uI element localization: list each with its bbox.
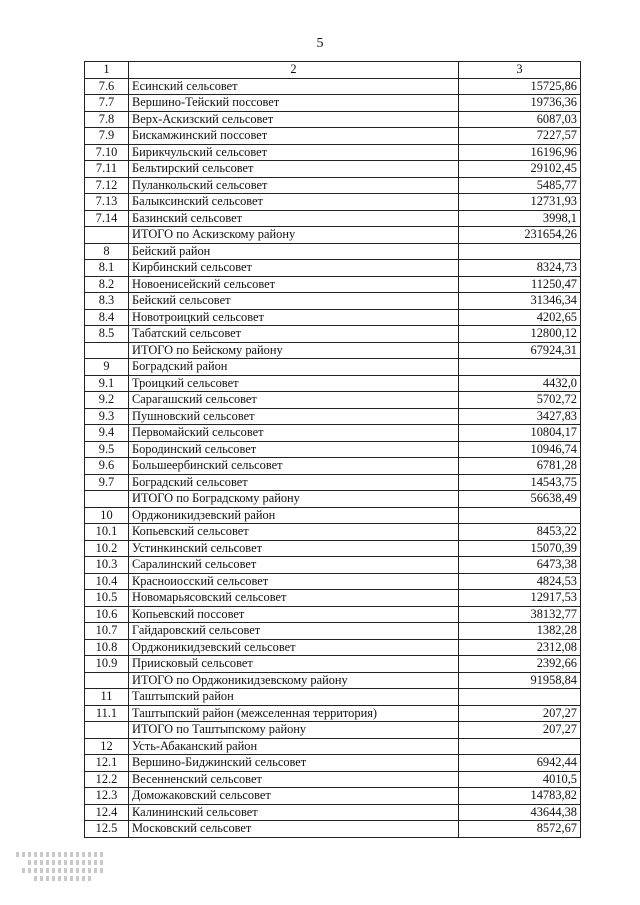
- row-value-cell: 5702,72: [459, 392, 581, 409]
- table-row: [85, 392, 581, 409]
- row-value-cell: 11250,47: [459, 276, 581, 293]
- row-name-cell: Троицкий сельсовет: [129, 375, 459, 392]
- row-name-cell: Бородинский сельсовет: [129, 441, 459, 458]
- row-value-cell: 207,27: [459, 705, 581, 722]
- row-number-cell: 10.4: [85, 573, 129, 590]
- table-row: [85, 111, 581, 128]
- row-value-cell: 19736,36: [459, 95, 581, 112]
- row-number-cell: 12: [85, 738, 129, 755]
- table-row: [85, 227, 581, 244]
- row-value-cell: 5485,77: [459, 177, 581, 194]
- table-row: [85, 293, 581, 310]
- table-row: [85, 177, 581, 194]
- table-row: [85, 128, 581, 145]
- row-value-cell: 8324,73: [459, 260, 581, 277]
- row-number-cell: 8.2: [85, 276, 129, 293]
- row-name-cell: Бейский сельсовет: [129, 293, 459, 310]
- table-row: [85, 821, 581, 838]
- row-value-cell: 15725,86: [459, 78, 581, 95]
- row-name-cell: Новомарьясовский сельсовет: [129, 590, 459, 607]
- row-value-cell: 14543,75: [459, 474, 581, 491]
- row-name-cell: Базинский сельсовет: [129, 210, 459, 227]
- row-value-cell: 6473,38: [459, 557, 581, 574]
- row-name-cell: Пушновский сельсовет: [129, 408, 459, 425]
- row-value-cell: 91958,84: [459, 672, 581, 689]
- table-row: [85, 491, 581, 508]
- row-value-cell: 3427,83: [459, 408, 581, 425]
- row-name-cell: Сарагашский сельсовет: [129, 392, 459, 409]
- row-number-cell: [85, 672, 129, 689]
- table-row: [85, 260, 581, 277]
- row-value-cell: 16196,96: [459, 144, 581, 161]
- row-value-cell: 43644,38: [459, 804, 581, 821]
- table-row: [85, 623, 581, 640]
- row-value-cell: 67924,31: [459, 342, 581, 359]
- row-name-cell: Есинский сельсовет: [129, 78, 459, 95]
- table-row: [85, 573, 581, 590]
- table-row: [85, 590, 581, 607]
- allocation-table: [84, 61, 581, 838]
- row-number-cell: 10.7: [85, 623, 129, 640]
- row-name-cell: ИТОГО по Боградскому району: [129, 491, 459, 508]
- table-row: [85, 408, 581, 425]
- row-number-cell: 9: [85, 359, 129, 376]
- row-name-cell: ИТОГО по Орджоникидзевскому району: [129, 672, 459, 689]
- row-number-cell: [85, 227, 129, 244]
- row-value-cell: 3998,1: [459, 210, 581, 227]
- row-name-cell: Боградский сельсовет: [129, 474, 459, 491]
- row-name-cell: Копьевский поссовет: [129, 606, 459, 623]
- row-value-cell: [459, 738, 581, 755]
- row-number-cell: 12.3: [85, 788, 129, 805]
- row-number-cell: 10.5: [85, 590, 129, 607]
- row-number-cell: 7.14: [85, 210, 129, 227]
- row-value-cell: [459, 689, 581, 706]
- row-value-cell: 4010,5: [459, 771, 581, 788]
- table-body: [85, 78, 581, 837]
- row-name-cell: Бискамжинский поссовет: [129, 128, 459, 145]
- table-row: [85, 326, 581, 343]
- table-row: [85, 639, 581, 656]
- row-number-cell: 9.7: [85, 474, 129, 491]
- table-row: [85, 788, 581, 805]
- row-number-cell: 8.3: [85, 293, 129, 310]
- row-name-cell: Большеербинский сельсовет: [129, 458, 459, 475]
- table-row: [85, 771, 581, 788]
- row-name-cell: Табатский сельсовет: [129, 326, 459, 343]
- row-name-cell: Бирикчульский сельсовет: [129, 144, 459, 161]
- row-name-cell: Верх-Аскизский сельсовет: [129, 111, 459, 128]
- row-name-cell: Таштыпский район: [129, 689, 459, 706]
- row-number-cell: 12.5: [85, 821, 129, 838]
- table-row: [85, 540, 581, 557]
- row-name-cell: Весенненский сельсовет: [129, 771, 459, 788]
- row-value-cell: 1382,28: [459, 623, 581, 640]
- row-value-cell: 2312,08: [459, 639, 581, 656]
- table-row: [85, 78, 581, 95]
- table-row: [85, 524, 581, 541]
- table-header-row: [85, 62, 581, 79]
- row-number-cell: 7.12: [85, 177, 129, 194]
- column-header-name: 2: [129, 62, 459, 79]
- row-value-cell: 12917,53: [459, 590, 581, 607]
- table-row: [85, 95, 581, 112]
- row-number-cell: [85, 722, 129, 739]
- row-value-cell: 31346,34: [459, 293, 581, 310]
- row-name-cell: Красноиосский сельсовет: [129, 573, 459, 590]
- table-row: [85, 243, 581, 260]
- row-value-cell: 8572,67: [459, 821, 581, 838]
- row-number-cell: 12.4: [85, 804, 129, 821]
- row-name-cell: Кирбинский сельсовет: [129, 260, 459, 277]
- table-row: [85, 210, 581, 227]
- table-row: [85, 375, 581, 392]
- row-value-cell: [459, 507, 581, 524]
- row-number-cell: 8.4: [85, 309, 129, 326]
- row-name-cell: Доможаковский сельсовет: [129, 788, 459, 805]
- row-value-cell: 4432,0: [459, 375, 581, 392]
- row-number-cell: 7.7: [85, 95, 129, 112]
- row-value-cell: 207,27: [459, 722, 581, 739]
- row-number-cell: 11: [85, 689, 129, 706]
- row-name-cell: Приисковый сельсовет: [129, 656, 459, 673]
- table-row: [85, 656, 581, 673]
- row-number-cell: 7.11: [85, 161, 129, 178]
- row-number-cell: 9.2: [85, 392, 129, 409]
- table-row: [85, 755, 581, 772]
- row-value-cell: 8453,22: [459, 524, 581, 541]
- row-value-cell: 10946,74: [459, 441, 581, 458]
- row-number-cell: 9.6: [85, 458, 129, 475]
- row-name-cell: Новотроицкий сельсовет: [129, 309, 459, 326]
- row-number-cell: 7.6: [85, 78, 129, 95]
- row-name-cell: Балыксинский сельсовет: [129, 194, 459, 211]
- row-number-cell: 8.5: [85, 326, 129, 343]
- table-row: [85, 194, 581, 211]
- row-name-cell: Пуланкольский сельсовет: [129, 177, 459, 194]
- row-number-cell: 10.8: [85, 639, 129, 656]
- row-number-cell: 11.1: [85, 705, 129, 722]
- row-name-cell: Гайдаровский сельсовет: [129, 623, 459, 640]
- row-name-cell: Первомайский сельсовет: [129, 425, 459, 442]
- table-row: [85, 689, 581, 706]
- column-header-number: 1: [85, 62, 129, 79]
- row-value-cell: 14783,82: [459, 788, 581, 805]
- table-row: [85, 606, 581, 623]
- row-name-cell: Орджоникидзевский район: [129, 507, 459, 524]
- row-number-cell: 9.1: [85, 375, 129, 392]
- faded-stamp-mark: [16, 852, 126, 892]
- row-number-cell: 9.4: [85, 425, 129, 442]
- row-number-cell: 8: [85, 243, 129, 260]
- row-number-cell: 10: [85, 507, 129, 524]
- row-value-cell: 2392,66: [459, 656, 581, 673]
- row-name-cell: Московский сельсовет: [129, 821, 459, 838]
- row-number-cell: 7.9: [85, 128, 129, 145]
- row-name-cell: Усть-Абаканский район: [129, 738, 459, 755]
- table-row: [85, 705, 581, 722]
- row-name-cell: Устинкинский сельсовет: [129, 540, 459, 557]
- table-row: [85, 672, 581, 689]
- row-number-cell: 9.5: [85, 441, 129, 458]
- table-row: [85, 804, 581, 821]
- row-number-cell: 8.1: [85, 260, 129, 277]
- row-value-cell: 12800,12: [459, 326, 581, 343]
- row-name-cell: Таштыпский район (межселенная территория): [129, 705, 459, 722]
- row-name-cell: Саралинский сельсовет: [129, 557, 459, 574]
- row-value-cell: 4824,53: [459, 573, 581, 590]
- row-value-cell: 56638,49: [459, 491, 581, 508]
- table-row: [85, 276, 581, 293]
- row-value-cell: 12731,93: [459, 194, 581, 211]
- table-row: [85, 161, 581, 178]
- row-value-cell: 231654,26: [459, 227, 581, 244]
- row-value-cell: 38132,77: [459, 606, 581, 623]
- row-number-cell: 10.3: [85, 557, 129, 574]
- row-value-cell: 7227,57: [459, 128, 581, 145]
- row-value-cell: 6087,03: [459, 111, 581, 128]
- table-row: [85, 722, 581, 739]
- row-value-cell: 15070,39: [459, 540, 581, 557]
- row-name-cell: Вершино-Тейский поссовет: [129, 95, 459, 112]
- row-name-cell: Бейский район: [129, 243, 459, 260]
- row-name-cell: ИТОГО по Бейскому району: [129, 342, 459, 359]
- row-name-cell: Бельтирский сельсовет: [129, 161, 459, 178]
- row-name-cell: Боградский район: [129, 359, 459, 376]
- row-value-cell: 10804,17: [459, 425, 581, 442]
- row-name-cell: Калининский сельсовет: [129, 804, 459, 821]
- row-name-cell: Вершино-Биджинский сельсовет: [129, 755, 459, 772]
- row-number-cell: 10.6: [85, 606, 129, 623]
- row-number-cell: 12.1: [85, 755, 129, 772]
- row-name-cell: Новоенисейский сельсовет: [129, 276, 459, 293]
- table-row: [85, 309, 581, 326]
- column-header-value: 3: [459, 62, 581, 79]
- table-row: [85, 342, 581, 359]
- row-number-cell: [85, 491, 129, 508]
- table-row: [85, 507, 581, 524]
- row-number-cell: 10.9: [85, 656, 129, 673]
- row-value-cell: 6781,28: [459, 458, 581, 475]
- row-number-cell: 7.10: [85, 144, 129, 161]
- row-number-cell: 7.13: [85, 194, 129, 211]
- table-row: [85, 557, 581, 574]
- row-number-cell: 12.2: [85, 771, 129, 788]
- table-row: [85, 359, 581, 376]
- row-number-cell: 9.3: [85, 408, 129, 425]
- row-name-cell: Копьевский сельсовет: [129, 524, 459, 541]
- page-number: 5: [316, 36, 324, 51]
- row-number-cell: 7.8: [85, 111, 129, 128]
- table-row: [85, 738, 581, 755]
- row-name-cell: ИТОГО по Таштыпскому району: [129, 722, 459, 739]
- table-row: [85, 441, 581, 458]
- row-value-cell: [459, 243, 581, 260]
- row-number-cell: 10.1: [85, 524, 129, 541]
- table-row: [85, 458, 581, 475]
- row-number-cell: [85, 342, 129, 359]
- row-value-cell: 4202,65: [459, 309, 581, 326]
- table-row: [85, 425, 581, 442]
- row-name-cell: ИТОГО по Аскизскому району: [129, 227, 459, 244]
- table-row: [85, 144, 581, 161]
- row-value-cell: [459, 359, 581, 376]
- row-value-cell: 6942,44: [459, 755, 581, 772]
- row-name-cell: Орджоникидзевский сельсовет: [129, 639, 459, 656]
- row-value-cell: 29102,45: [459, 161, 581, 178]
- table-row: [85, 474, 581, 491]
- row-number-cell: 10.2: [85, 540, 129, 557]
